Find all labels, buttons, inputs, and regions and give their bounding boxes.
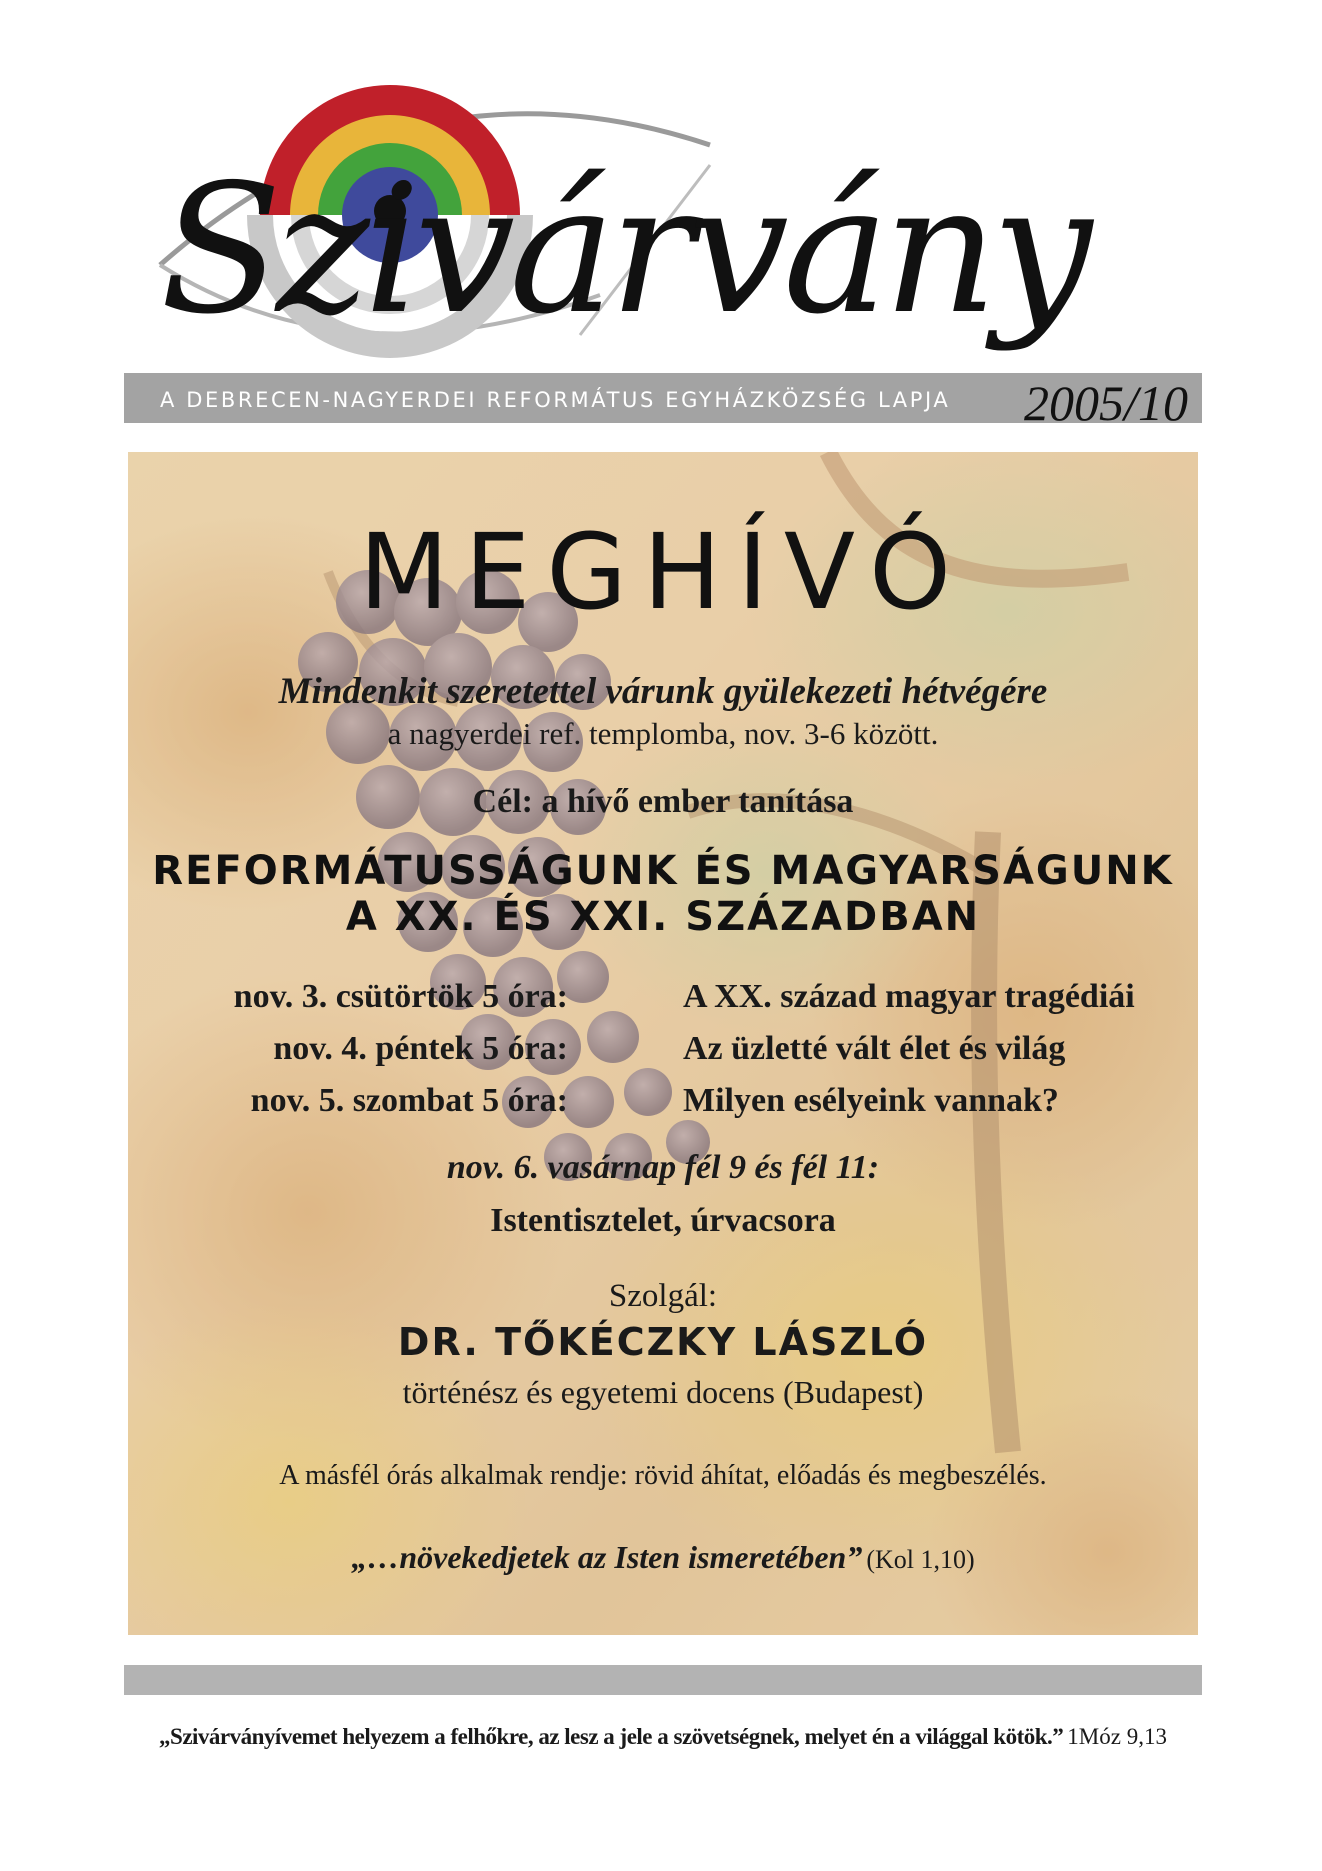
footer-quote-reference: 1Móz 9,13 bbox=[1067, 1724, 1167, 1749]
event-theme bbox=[128, 848, 1198, 940]
masthead-subtitle: A DEBRECEN-NAGYERDEI REFORMÁTUS EGYHÁZKÖZSÉG LAPJA bbox=[160, 388, 951, 412]
footer-quote bbox=[124, 1720, 1202, 1757]
invitation-line-1: Mindenkit szeretettel várunk gyülekezeti hétvégére bbox=[278, 671, 1048, 712]
poster-content bbox=[128, 452, 1198, 1635]
schedule-day: nov. 4. péntek 5 óra: bbox=[273, 1030, 568, 1067]
session-order-note: A másfél órás alkalmak rendje: rövid áhítat, előadás és megbeszélés. bbox=[279, 1460, 1047, 1491]
footer-quote-text: „Szivárványívemet helyezem a felhőkre, az lesz a jele a szövetségnek, melyet én a világgal kötök.” bbox=[159, 1724, 1064, 1749]
footer-divider bbox=[124, 1665, 1202, 1695]
issue-number: 2005/10 bbox=[1024, 375, 1188, 431]
bible-quote-text: „…növekedjetek az Isten ismeretében” bbox=[351, 1539, 863, 1575]
bible-quote bbox=[128, 1534, 1198, 1587]
event-theme-line-2: A XX. ÉS XXI. SZÁZADBAN bbox=[345, 894, 981, 940]
speaker-role: történész és egyetemi docens (Budapest) bbox=[402, 1374, 924, 1410]
schedule-day: nov. 3. csütörtök 5 óra: bbox=[233, 978, 568, 1015]
schedule-row bbox=[128, 1024, 1198, 1074]
sunday-service-event: Istentisztelet, úrvacsora bbox=[490, 1202, 836, 1239]
masthead bbox=[0, 0, 1322, 440]
sunday-service-time: nov. 6. vasárnap fél 9 és fél 11: bbox=[446, 1149, 880, 1186]
bible-quote-reference: (Kol 1,10) bbox=[866, 1545, 975, 1574]
masthead-title: Szivárvány bbox=[160, 146, 1087, 353]
schedule-row bbox=[128, 972, 1198, 1022]
event-goal: Cél: a hívő ember tanítása bbox=[472, 783, 854, 820]
poster-heading: MEGHÍVÓ bbox=[358, 511, 968, 633]
event-theme-line-1: REFORMÁTUSSÁGUNK ÉS MAGYARSÁGUNK bbox=[152, 848, 1174, 894]
schedule-topic: Milyen esélyeink vannak? bbox=[683, 1082, 1059, 1119]
speaker-name: DR. TŐKÉCZKY LÁSZLÓ bbox=[397, 1320, 929, 1364]
invitation-line-2: a nagyerdei ref. templomba, nov. 3-6 között. bbox=[387, 716, 939, 751]
schedule-topic: A XX. század magyar tragédiái bbox=[683, 978, 1135, 1015]
invitation-poster bbox=[128, 452, 1198, 1635]
serves-label: Szolgál: bbox=[608, 1278, 718, 1314]
schedule-day: nov. 5. szombat 5 óra: bbox=[250, 1082, 568, 1119]
schedule-row bbox=[128, 1076, 1198, 1126]
schedule-topic: Az üzletté vált élet és világ bbox=[683, 1030, 1066, 1067]
